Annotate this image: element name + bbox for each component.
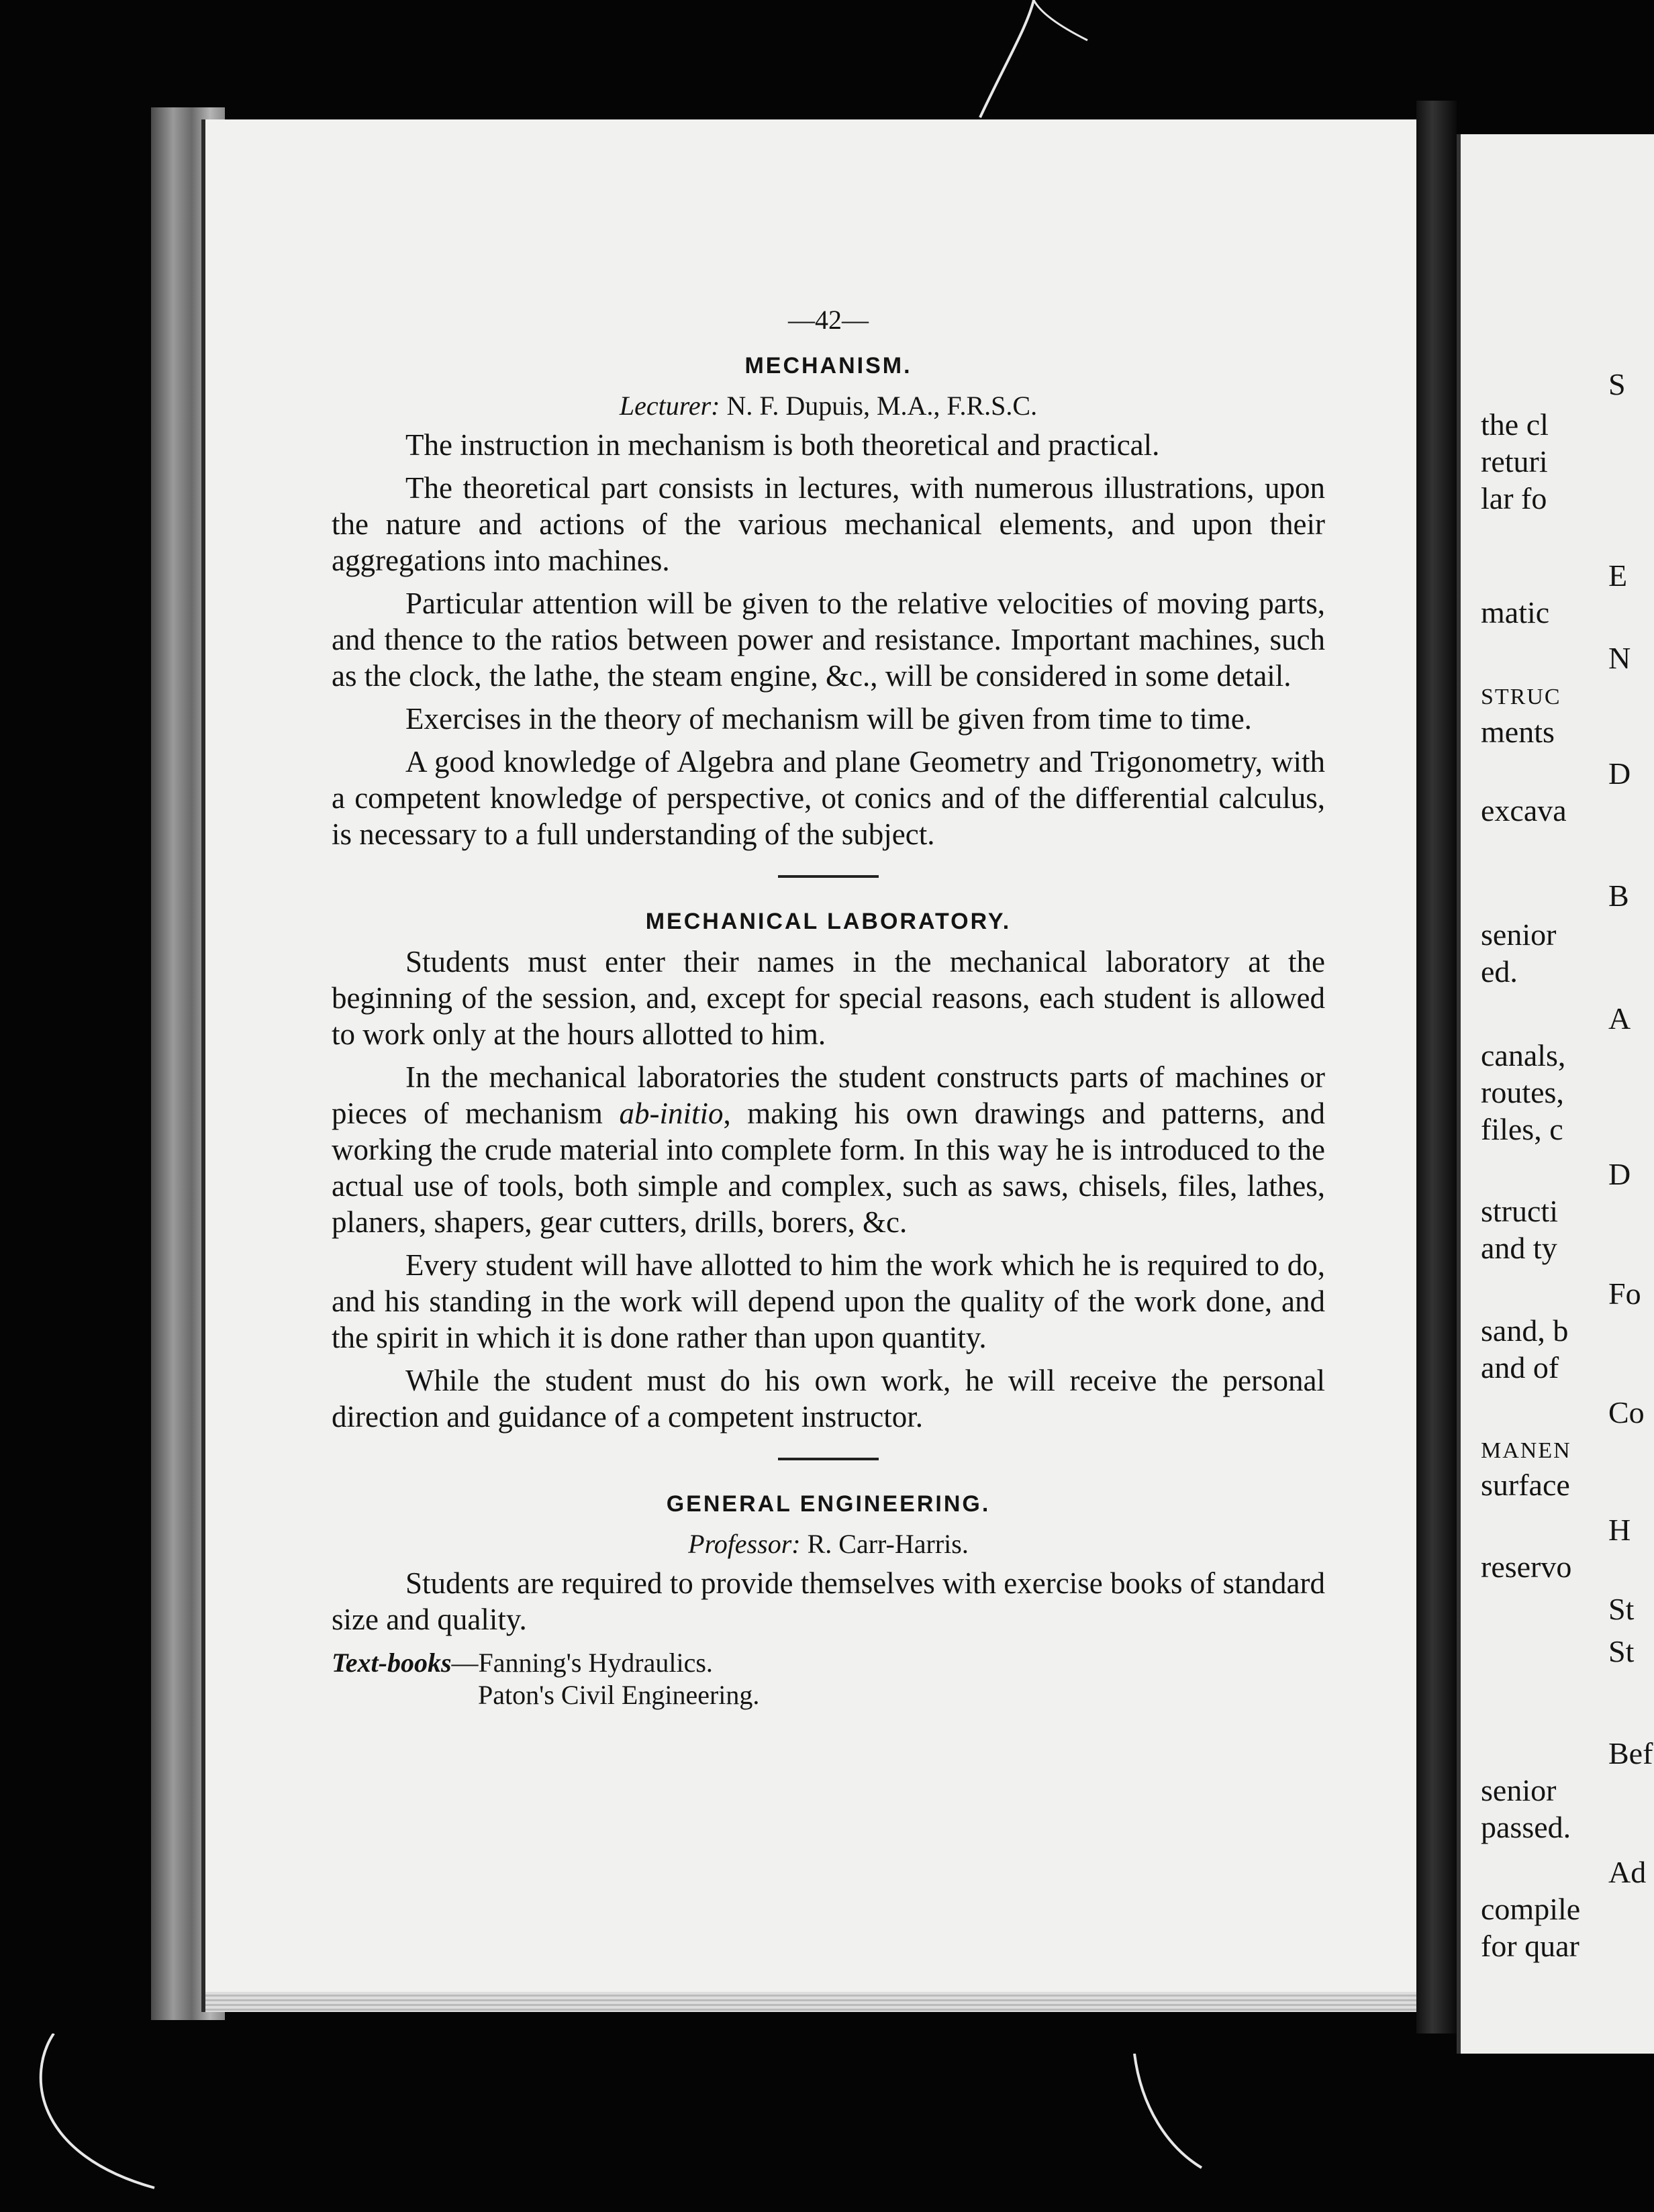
paragraph	[332, 1059, 1325, 1240]
right-page-text-fragment: routes,	[1481, 1075, 1564, 1109]
right-page-text-fragment: St	[1608, 1634, 1635, 1668]
lecturer-name: N. F. Dupuis, M.A., F.R.S.C.	[726, 391, 1038, 421]
paragraph: Exercises in the theory of mechanism will be given from time to time.	[405, 702, 1252, 736]
textbook-entry: Paton's Civil Engineering.	[478, 1680, 760, 1710]
scan-hair-artifact-top	[967, 0, 1101, 121]
right-page-text-fragment: N	[1608, 641, 1631, 675]
right-page-text-fragment: and ty	[1481, 1231, 1557, 1265]
right-page-text-fragment: D	[1608, 1157, 1631, 1191]
paragraph: Every student will have allotted to him the work which he is required to do, and his standing in the work will depend upon the quality of the work done, and the spirit in which it is done rather than upon quantity.	[332, 1248, 1325, 1354]
section-heading-mechanical-laboratory: MECHANICAL LABORATORY.	[645, 909, 1012, 934]
right-page-text-fragment: Bef	[1608, 1736, 1653, 1770]
right-page-text-fragment: Ad	[1608, 1855, 1647, 1889]
paragraph: The theoretical part consists in lectures, with numerous illustrations, upon the nature and actions of the various mechanical elements, and upon their aggregations into machines.	[332, 471, 1325, 577]
paragraph: Particular attention will be given to the relative velocities of moving parts, and thence to the ratios between power and resistance. Important machines, such as the clock, the lathe, the steam engine, &c., will be considered in some detail.	[332, 587, 1325, 693]
right-page-text-fragment: returi	[1481, 444, 1548, 479]
textbooks-line	[332, 1647, 1325, 1679]
right-page-text-fragment: senior	[1481, 1773, 1557, 1807]
paragraph: Students are required to provide themselves with exercise books of standard size and quality.	[332, 1566, 1325, 1636]
right-page-text-fragment: sand, b	[1481, 1313, 1569, 1348]
paragraph: Students must enter their names in the mechanical laboratory at the beginning of the session, and, except for special reasons, each student is allowed to work only at the hours allotted to him.	[332, 945, 1325, 1051]
right-page-text-fragment: reservo	[1481, 1550, 1572, 1584]
scan-hair-artifact-bottom-center	[1128, 2054, 1208, 2174]
paragraph-text: , making his own drawings and patterns, and working the crude material into complete form. In this way he is introduced to the actual use of tools, both simple and complex, such as saws, chisels, files, lathes, planers, shapers, gear cutters, drills, borers, &c.	[332, 1097, 1326, 1239]
paragraph: While the student must do his own work, he will receive the personal direction and guidance of a competent instructor.	[332, 1364, 1325, 1434]
textbook-entry: —Fanning's Hydraulics.	[451, 1648, 713, 1678]
right-page-text-fragment: excava	[1481, 793, 1567, 827]
lecturer-line	[332, 388, 1325, 424]
page-edge-stripes	[205, 1992, 1420, 2012]
right-page-text-fragment: D	[1608, 756, 1631, 791]
right-page-text-fragment: surface	[1481, 1468, 1570, 1502]
section-divider	[778, 1458, 879, 1460]
right-page-text-fragment: for quar	[1481, 1929, 1579, 1963]
right-page-text-fragment: A	[1608, 1001, 1631, 1036]
right-page-text-fragment: the cl	[1481, 407, 1549, 442]
paragraph-text: In the mechanical laboratories the student constructs parts of machines or pieces of mechanism	[332, 1060, 1325, 1130]
right-page-text-fragment: E	[1608, 558, 1628, 593]
right-page-text-fragment: matic	[1481, 595, 1550, 630]
right-page-text-fragment: MANEN	[1481, 1438, 1571, 1463]
right-page-text-fragment: structi	[1481, 1194, 1558, 1228]
paragraph: The instruction in mechanism is both theoretical and practical.	[405, 428, 1160, 462]
right-page-text-fragment: B	[1608, 878, 1629, 913]
right-book-page-cropped	[1457, 134, 1654, 2054]
right-page-text-fragment: ments	[1481, 715, 1555, 749]
right-page-text-fragment: compile	[1481, 1892, 1581, 1926]
book-gutter	[1416, 101, 1457, 2033]
paragraph: A good knowledge of Algebra and plane Geometry and Trigonometry, with a competent knowledge of perspective, ot conics and of the differential calculus, is necessary to a full understanding of the subject.	[332, 745, 1325, 851]
right-page-text-fragment: senior	[1481, 917, 1557, 952]
right-page-text-fragment: and of	[1481, 1350, 1559, 1385]
right-page-text-fragment: Fo	[1608, 1276, 1641, 1311]
professor-label: Professor:	[688, 1529, 801, 1559]
section-heading-mechanism: MECHANISM.	[744, 353, 912, 379]
right-page-text-fragment: S	[1608, 367, 1626, 401]
right-page-text-fragment: H	[1608, 1513, 1631, 1547]
right-page-text-fragment: canals,	[1481, 1038, 1566, 1072]
professor-name: R. Carr-Harris.	[807, 1529, 969, 1559]
right-page-text-fragment: files, c	[1481, 1112, 1563, 1146]
section-heading-general-engineering: GENERAL ENGINEERING.	[666, 1491, 991, 1517]
italic-term: ab-initio	[619, 1097, 724, 1130]
right-page-text-fragment: St	[1608, 1592, 1635, 1626]
textbooks-label: Text-books	[332, 1648, 452, 1678]
page-text-column	[332, 302, 1325, 1711]
right-page-text-fragment: Co	[1608, 1395, 1645, 1429]
lecturer-label: Lecturer:	[619, 391, 720, 421]
right-page-text-fragment: STRUC	[1481, 685, 1561, 709]
right-page-text-fragment: passed.	[1481, 1810, 1571, 1844]
professor-line	[332, 1526, 1325, 1562]
right-page-text-fragment: lar fo	[1481, 481, 1547, 515]
page-number: —42—	[788, 305, 869, 335]
section-divider	[778, 875, 879, 878]
scan-hair-artifact-bottom-left	[27, 2033, 161, 2195]
left-book-page	[201, 119, 1420, 2012]
right-page-text-fragment: ed.	[1481, 954, 1518, 989]
